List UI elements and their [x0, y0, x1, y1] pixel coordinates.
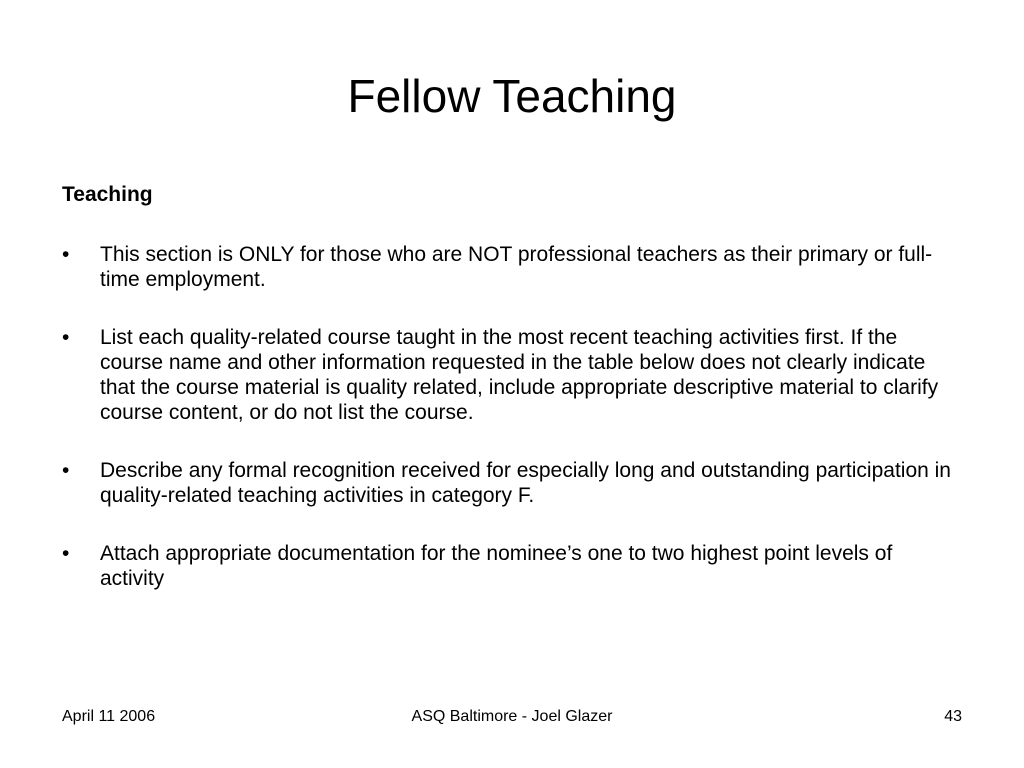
bullet-text: List each quality-related course taught in the most recent teaching activities first. If the course name and other information requested in the table below does not clearly indicate that the course material is quality related, include appropriate descriptive material to clarify course content, or do not list the course.	[100, 326, 939, 424]
bullet-list	[62, 242, 962, 624]
bullet-icon: •	[62, 326, 70, 349]
section-heading: Teaching	[62, 183, 153, 206]
slide-title: Fellow Teaching	[347, 70, 677, 122]
bullet-icon: •	[62, 459, 70, 482]
bullet-item	[62, 325, 962, 425]
footer-date: April 11 2006	[62, 708, 156, 725]
bullet-icon: •	[62, 243, 70, 266]
footer-presenter: ASQ Baltimore - Joel Glazer	[411, 708, 613, 725]
bullet-item	[62, 541, 962, 591]
bullet-text: Describe any formal recognition received for especially long and outstanding participation in quality-related teaching activities in category F.	[100, 459, 951, 507]
bullet-item	[62, 242, 962, 292]
footer-page-number: 43	[944, 708, 962, 725]
bullet-icon: •	[62, 542, 70, 565]
bullet-text: Attach appropriate documentation for the nominee’s one to two highest point levels of activity	[100, 542, 893, 590]
bullet-item	[62, 458, 962, 508]
bullet-text: This section is ONLY for those who are NOT professional teachers as their primary or full-time employment.	[100, 243, 933, 291]
